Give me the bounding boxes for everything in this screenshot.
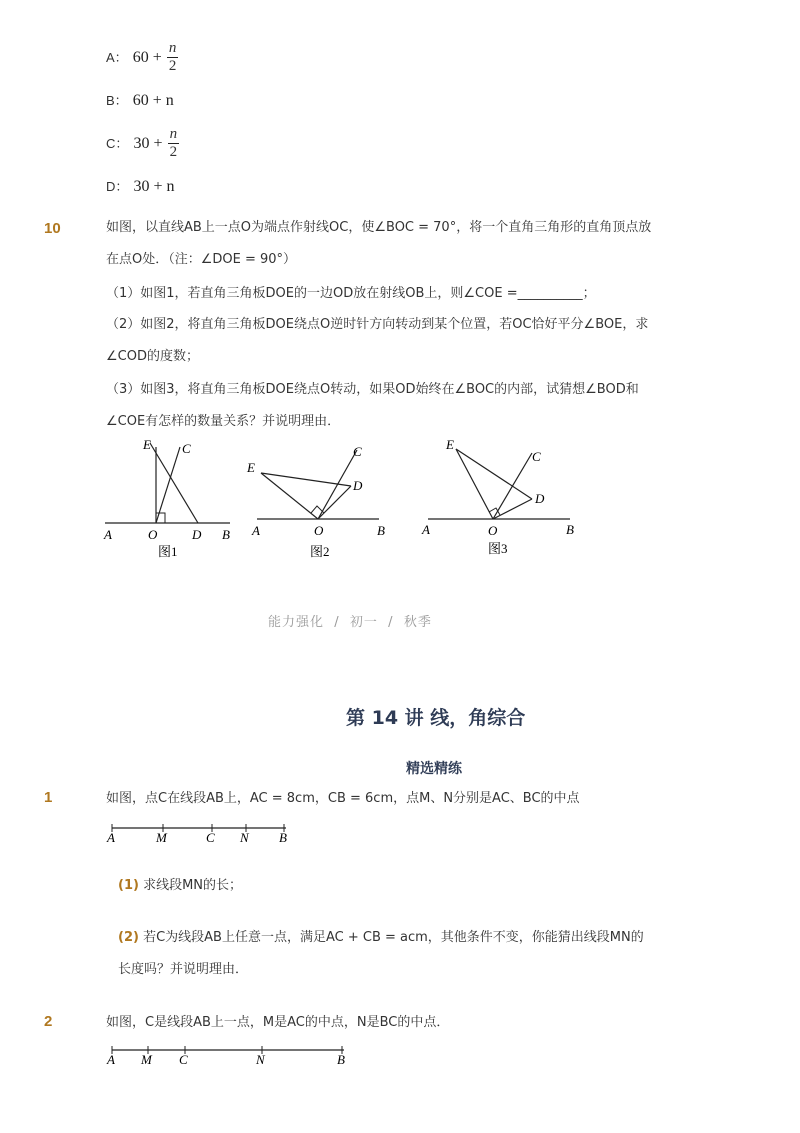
figure-1 [100,435,240,565]
option-a-expr: 60 + [132,49,162,66]
option-a [106,40,178,75]
fig1-label-e: E [143,437,151,452]
fig2-label-b: B [377,523,385,538]
question-1-sub1-text: 求线段MN的长； [143,878,243,893]
question-1-sub2-text: 若C为线段AB上任意一点，满足AC + CB = acm，其他条件不变，你能猜出线段MN的 [143,930,644,945]
question-10-part3a: （3）如图3，将直角三角板DOE绕点O转动，如果OD始终在∠BOC的内部，试猜想∠BOD和 [106,382,639,397]
option-a-label: A： [106,50,128,65]
q1-label-n: N [240,830,249,845]
q1-label-m: M [156,830,167,845]
q2-label-a: A [107,1052,115,1067]
fig3-label-e: E [446,437,454,452]
option-a-frac-den: 2 [168,58,177,74]
fig2-caption: 图2 [310,544,330,559]
section-title: 精选精练 [406,761,462,777]
option-a-frac-num: n [168,40,177,56]
option-c-fraction [168,126,180,161]
fig1-label-c: C [182,441,191,456]
option-a-fraction [167,40,179,75]
option-c [106,126,179,161]
question-2-text: 如图，C是线段AB上一点，M是AC的中点，N是BC的中点． [106,1015,450,1030]
fig1-caption: 图1 [158,544,178,559]
fig3-label-d: D [535,491,545,506]
fig3-ray-oe [456,449,493,519]
question-1-sub1-number: (1) [118,878,139,893]
fig3-hypotenuse [456,449,532,499]
option-b-label: B： [106,93,128,108]
figure-3 [420,435,580,565]
q2-label-b: B [337,1052,345,1067]
question-10-part1: （1）如图1，若直角三角板DOE的一边OD放在射线OB上，则∠COE =__________； [106,286,596,301]
question-1-number: 1 [44,789,53,806]
fig1-label-o: O [148,527,158,542]
question-1-sub2-number: (2) [118,930,139,945]
question-2-number: 2 [44,1013,53,1030]
q1-label-b: B [279,830,287,845]
option-b [106,90,174,110]
question-10-number: 10 [44,220,61,237]
question-1-sub2 [118,926,644,950]
fig1-hypotenuse [150,443,198,523]
fig2-label-a: A [252,523,260,538]
figure-2 [245,440,395,565]
question-10-part2a: （2）如图2，将直角三角板DOE绕点O逆时针方向转动到某个位置，若OC恰好平分∠BOE，求 [106,317,649,332]
option-d-label: D： [106,179,129,194]
fig3-label-o: O [488,523,498,538]
option-c-frac-num: n [169,126,178,142]
q2-label-n: N [256,1052,265,1067]
option-d-expr: 30 + n [133,178,175,195]
q1-label-a: A [107,830,115,845]
question-2-segment-figure [100,1040,360,1070]
question-10-part3b: ∠COE有怎样的数量关系？并说明理由． [106,414,341,429]
fig2-label-e: E [247,460,255,475]
option-c-label: C： [106,136,129,151]
fig2-label-o: O [314,523,324,538]
question-10-line2: 在点O处．（注：∠DOE = 90°） [106,252,297,267]
fig3-label-b: B [566,522,574,537]
fig2-label-d: D [353,478,363,493]
page-footer: 能力强化 / 初一 / 秋季 [268,615,432,630]
question-1-text: 如图，点C在线段AB上，AC = 8cm，CB = 6cm，点M、N分别是AC、BC的中点 [106,791,580,806]
q2-label-m: M [141,1052,152,1067]
lecture-title: 第 14 讲 线，角综合 [346,707,526,729]
fig3-label-c: C [532,449,541,464]
option-c-frac-den: 2 [169,144,178,160]
fig3-label-a: A [422,522,430,537]
option-c-expr: 30 + [133,135,163,152]
option-d [106,176,175,196]
q1-label-c: C [206,830,215,845]
question-1-sub2-continued: 长度吗？并说明理由． [118,962,249,977]
question-1-segment-figure [100,818,300,848]
fig1-label-a: A [104,527,112,542]
question-1-sub1 [118,874,242,898]
fig2-label-c: C [353,444,362,459]
question-10-part2b: ∠COD的度数； [106,349,199,364]
fig3-caption: 图3 [488,541,508,556]
question-10-line1: 如图，以直线AB上一点O为端点作射线OC，使∠BOC = 70°，将一个直角三角形的直角顶点放 [106,220,652,235]
fig1-label-b: B [222,527,230,542]
fig1-label-d: D [192,527,202,542]
q2-label-c: C [179,1052,188,1067]
option-b-expr: 60 + n [132,92,174,109]
